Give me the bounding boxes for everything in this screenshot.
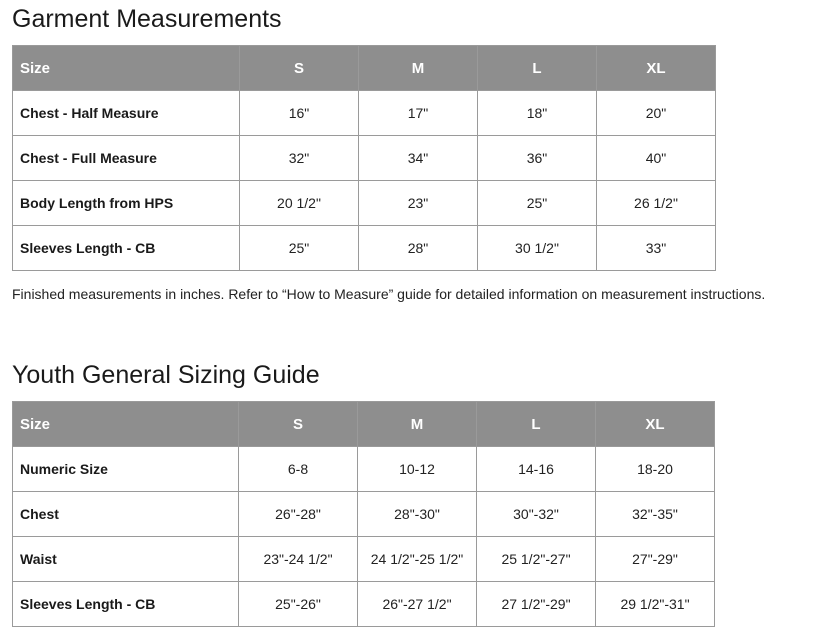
column-header-m: M	[359, 46, 478, 91]
table-cell: 10-12	[358, 447, 477, 492]
table-row	[13, 537, 715, 582]
table-cell: 32"-35"	[596, 492, 715, 537]
table-cell: 26"-27 1/2"	[358, 582, 477, 627]
row-label: Chest	[13, 492, 239, 537]
table-row	[13, 582, 715, 627]
table-cell: 36"	[478, 136, 597, 181]
column-header-size: Size	[13, 46, 240, 91]
table-row	[13, 492, 715, 537]
table-row	[13, 447, 715, 492]
row-label: Numeric Size	[13, 447, 239, 492]
column-header-l: L	[478, 46, 597, 91]
table-cell: 14-16	[477, 447, 596, 492]
table-cell: 30"-32"	[477, 492, 596, 537]
column-header-s: S	[239, 402, 358, 447]
table-cell: 40"	[597, 136, 716, 181]
youth-sizing-title: Youth General Sizing Guide	[12, 361, 320, 389]
table-cell: 23"-24 1/2"	[239, 537, 358, 582]
column-header-s: S	[240, 46, 359, 91]
garment-measurements-table	[12, 45, 716, 271]
column-header-xl: XL	[596, 402, 715, 447]
table-row	[13, 91, 716, 136]
table-cell: 20"	[597, 91, 716, 136]
table-cell: 6-8	[239, 447, 358, 492]
table-cell: 27"-29"	[596, 537, 715, 582]
row-label: Body Length from HPS	[13, 181, 240, 226]
row-label: Sleeves Length - CB	[13, 582, 239, 627]
row-label: Chest - Half Measure	[13, 91, 240, 136]
table-row	[13, 181, 716, 226]
table-cell: 28"	[359, 226, 478, 271]
table-cell: 20 1/2"	[240, 181, 359, 226]
table-cell: 34"	[359, 136, 478, 181]
table-cell: 25"	[478, 181, 597, 226]
column-header-xl: XL	[597, 46, 716, 91]
table-cell: 26 1/2"	[597, 181, 716, 226]
row-label: Chest - Full Measure	[13, 136, 240, 181]
table-cell: 18"	[478, 91, 597, 136]
table-row	[13, 136, 716, 181]
garment-measurements-title: Garment Measurements	[12, 5, 282, 33]
measurement-footnote: Finished measurements in inches. Refer to “How to Measure” guide for detailed information on measurement instructions.	[12, 286, 766, 302]
table-cell: 32"	[240, 136, 359, 181]
table-header-row	[13, 46, 716, 91]
youth-sizing-table	[12, 401, 715, 627]
table-cell: 16"	[240, 91, 359, 136]
table-cell: 18-20	[596, 447, 715, 492]
table-cell: 17"	[359, 91, 478, 136]
table-cell: 28"-30"	[358, 492, 477, 537]
row-label: Sleeves Length - CB	[13, 226, 240, 271]
table-header-row	[13, 402, 715, 447]
table-cell: 27 1/2"-29"	[477, 582, 596, 627]
table-row	[13, 226, 716, 271]
table-cell: 29 1/2"-31"	[596, 582, 715, 627]
table-cell: 26"-28"	[239, 492, 358, 537]
column-header-m: M	[358, 402, 477, 447]
row-label: Waist	[13, 537, 239, 582]
table-cell: 23"	[359, 181, 478, 226]
table-cell: 25"-26"	[239, 582, 358, 627]
table-cell: 25"	[240, 226, 359, 271]
table-cell: 24 1/2"-25 1/2"	[358, 537, 477, 582]
column-header-size: Size	[13, 402, 239, 447]
table-cell: 25 1/2"-27"	[477, 537, 596, 582]
table-cell: 30 1/2"	[478, 226, 597, 271]
column-header-l: L	[477, 402, 596, 447]
table-cell: 33"	[597, 226, 716, 271]
